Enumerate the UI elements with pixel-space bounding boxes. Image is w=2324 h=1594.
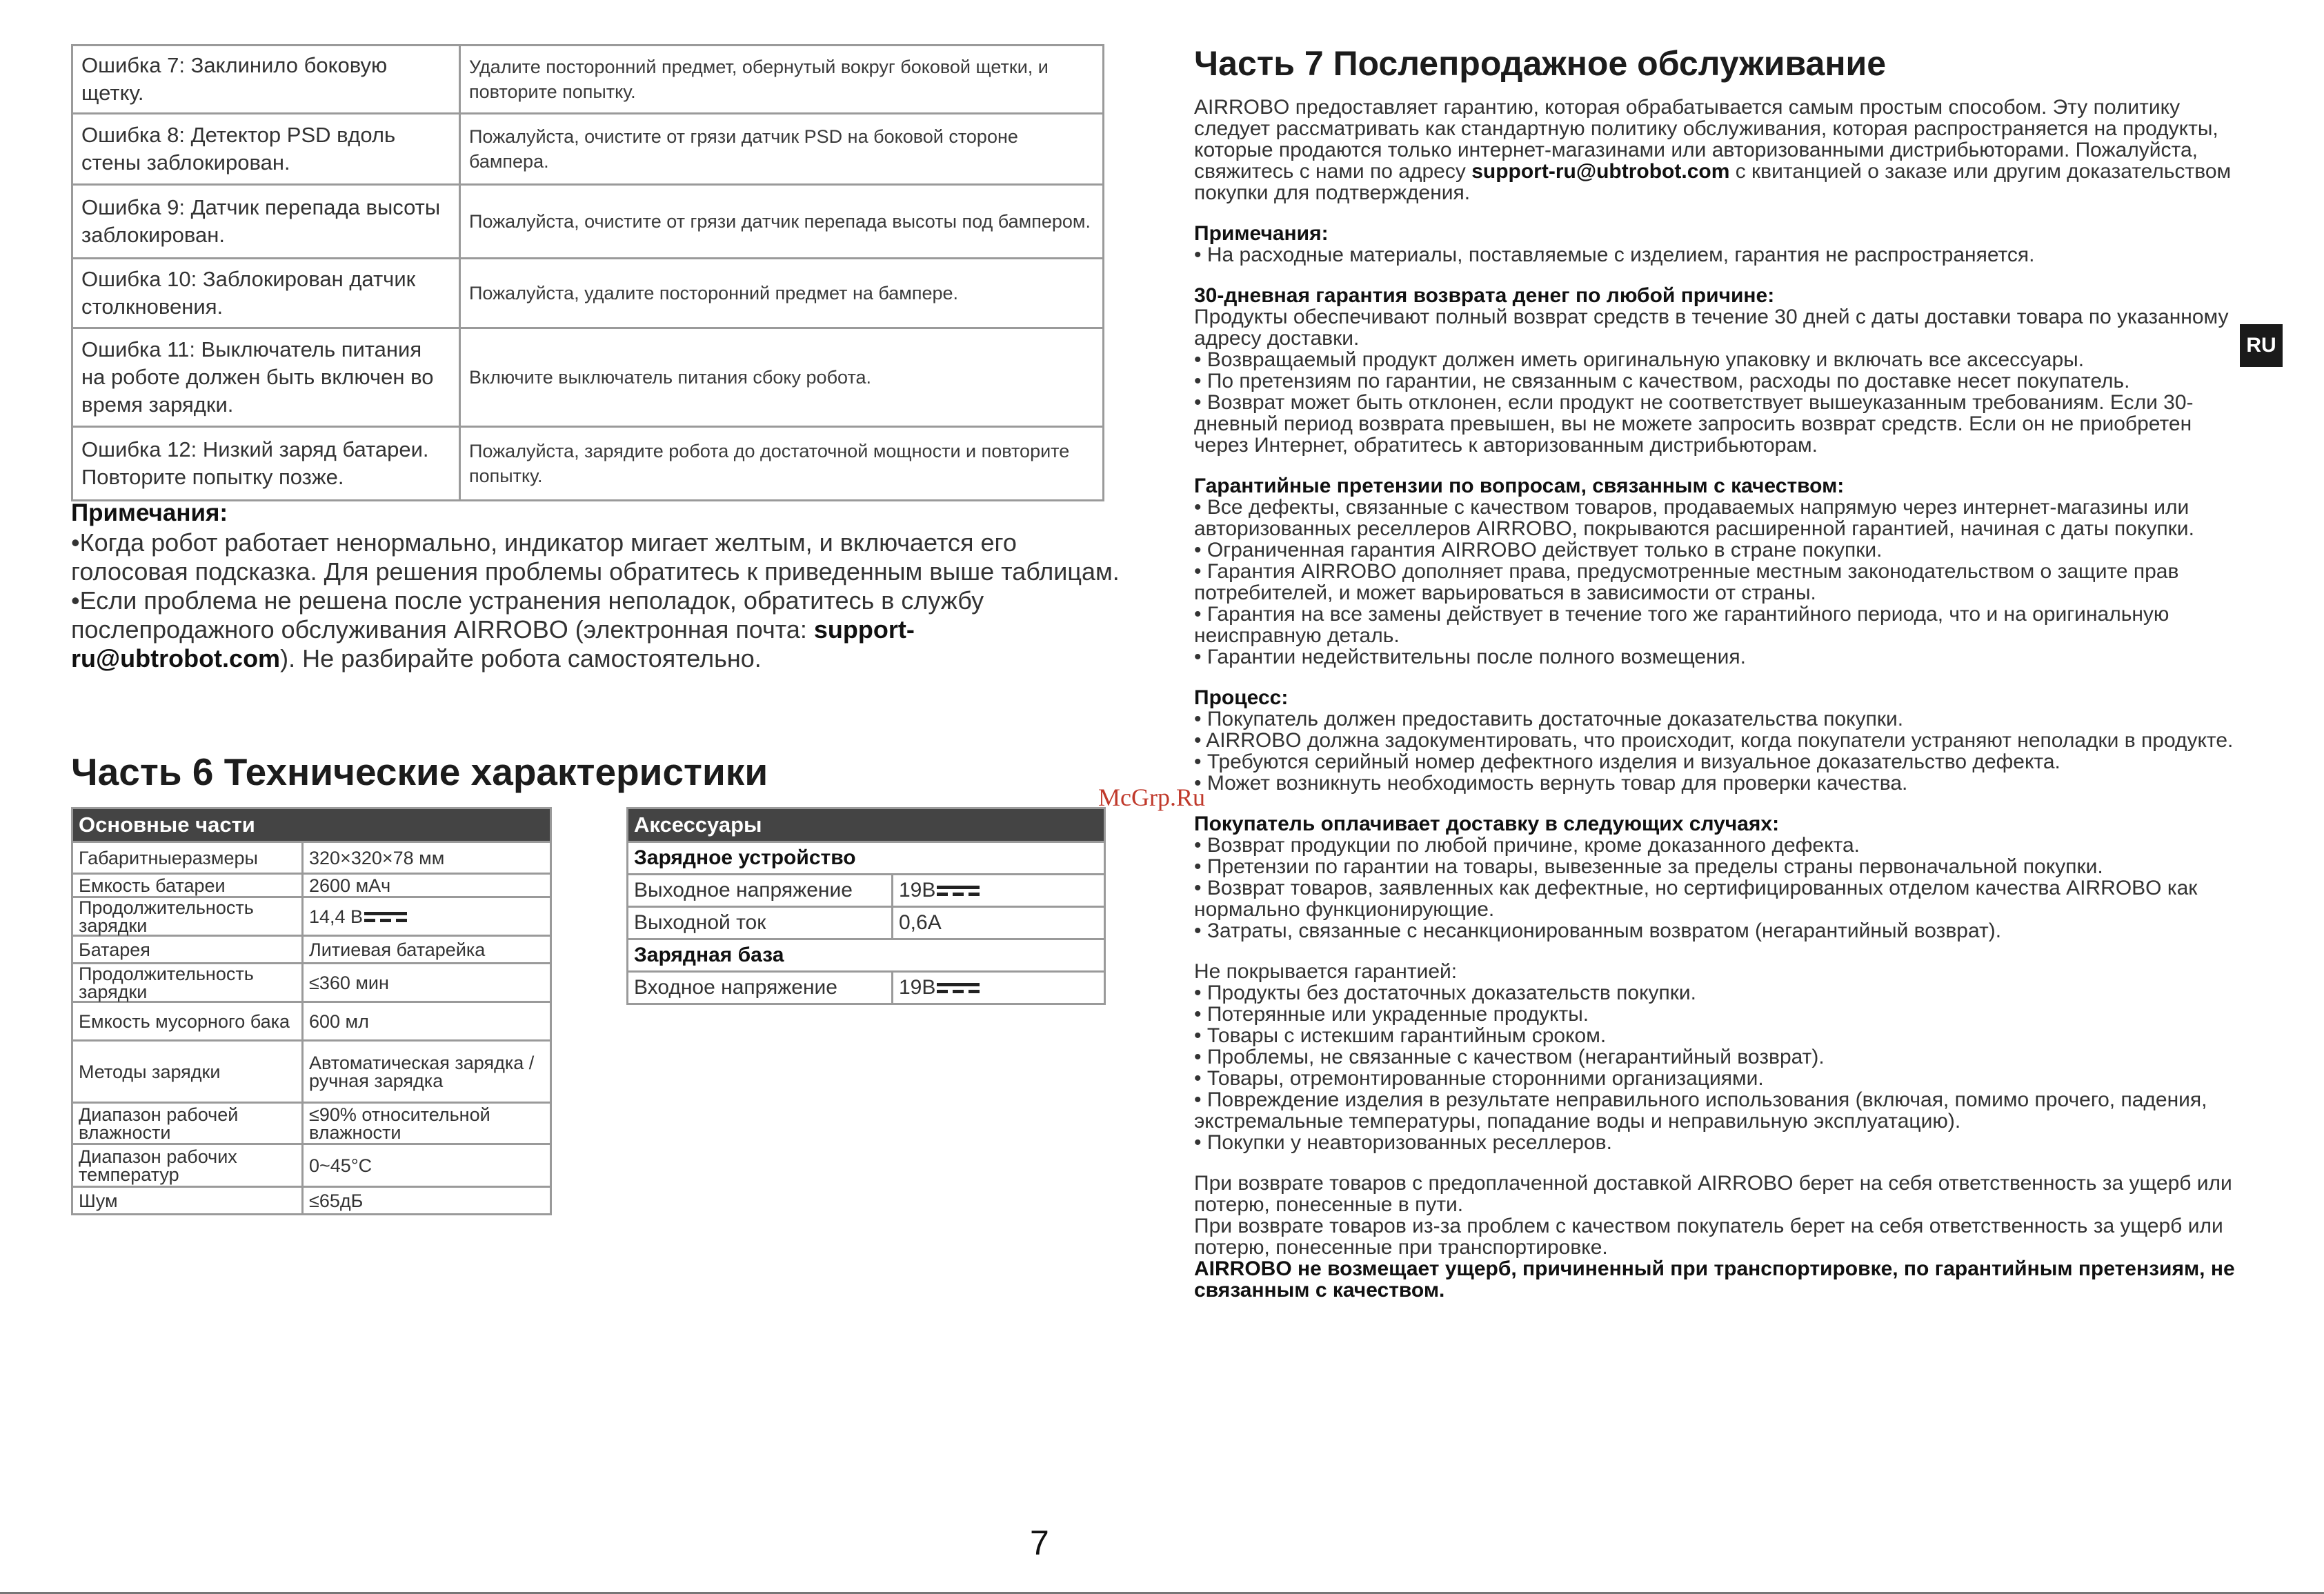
notes-heading: Примечания:: [1194, 222, 1329, 245]
final-paragraph: При возврате товаров из-за проблем с качеством покупатель берет на себя ответственность за ущерб или потерю, понесенные при транспортировке.: [1194, 1215, 2223, 1259]
table-row: [72, 1041, 551, 1103]
list-item: • Потерянные или украденные продукты.: [1194, 1003, 1589, 1026]
spec-value: 0,6А: [893, 907, 1105, 939]
list-item: • Повреждение изделия в результате неправильного использования (включая, помимо прочего, падения, экстремальные температуры, попадание воды и неправильную эксплуатацию).: [1194, 1088, 2207, 1133]
language-badge: RU: [2240, 324, 2283, 367]
accessories-table: [626, 807, 1106, 1005]
section-heading: Покупатель оплачивает доставку в следующих случаях:: [1194, 813, 1780, 835]
list-item: • Товары с истекшим гарантийным сроком.: [1194, 1024, 1607, 1047]
table-row: [72, 328, 1104, 427]
spec-value: [893, 972, 1105, 1004]
part6-title: Часть 6 Технические характеристики: [71, 750, 768, 793]
error-solution: Пожалуйста, очистите от грязи датчик PSD на боковой стороне бампера.: [460, 114, 1104, 185]
spec-value: ≤65дБ: [303, 1187, 551, 1215]
section-heading: Гарантийные претензии по вопросам, связанным с качеством:: [1194, 475, 1845, 497]
list-item: • Гарантии недействительны после полного возмещения.: [1194, 646, 1747, 668]
list-item: • Возвращаемый продукт должен иметь оригинальную упаковку и включать все аксессуары.: [1194, 348, 2085, 371]
note-item: •Когда робот работает ненормально, индикатор мигает желтым, и включается его голосовая подсказка. Для решения проблемы обратитесь к приведенным выше таблицам.: [71, 528, 1120, 586]
spec-key: Диапазон рабочей влажности: [72, 1103, 303, 1144]
table-row: [72, 936, 551, 964]
list-item: Продукты обеспечивают полный возврат средств в течение 30 дней с даты доставки товара по указанному адресу доставки.: [1194, 306, 2229, 350]
intro-text: с квитанцией о заказе или другим доказательством покупки для подтверждения.: [1194, 160, 2232, 204]
note-item: [71, 586, 1120, 673]
list-item: • Гарантия AIRROBO дополняет права, предусмотренные местным законодательством о защите прав потребителей, и может варьироваться в зависимости от страны.: [1194, 560, 2179, 604]
list-item: • Возврат товаров, заявленных как дефектные, но сертифицированных отделом качества AIRROBO как нормально функционирующие.: [1194, 877, 2198, 921]
table-row: [72, 874, 551, 897]
spec-value: Литиевая батарейка: [303, 936, 551, 964]
spec-value: 2600 мАч: [303, 874, 551, 897]
table-row: [72, 46, 1104, 114]
spec-key: Входное напряжение: [628, 972, 893, 1004]
notes-heading: Примечания:: [71, 499, 228, 526]
table-row: [72, 842, 551, 874]
list-item: • Товары, отремонтированные сторонними организациями.: [1194, 1067, 1764, 1090]
error-solution: Пожалуйста, удалите посторонний предмет на бампере.: [460, 259, 1104, 328]
spec-value: Автоматическая зарядка / ручная зарядка: [303, 1041, 551, 1103]
spec-value: ≤360 мин: [303, 964, 551, 1002]
list-item: • Ограниченная гарантия AIRROBO действует только в стране покупки.: [1194, 539, 1883, 561]
error-problem: Ошибка 8: Детектор PSD вдоль стены заблокирован.: [72, 114, 460, 185]
table-row: [72, 1002, 551, 1041]
spec-key: Батарея: [72, 936, 303, 964]
spec-value: [893, 875, 1105, 907]
spec-key: Диапазон рабочих температур: [72, 1144, 303, 1187]
note-text: ). Не разбирайте робота самостоятельно.: [280, 644, 762, 673]
table-row: [628, 972, 1105, 1004]
list-item: • Все дефекты, связанные с качеством товаров, продаваемых напрямую через интернет-магазины или авторизованных реселлеров AIRROBO, покрываются расширенной гарантией, начиная с даты покупки.: [1194, 496, 2194, 540]
list-item: • На расходные материалы, поставляемые с изделием, гарантия не распространяется.: [1194, 243, 2035, 266]
spec-value-text: 19В: [899, 976, 936, 999]
part7-title: Часть 7 Послепродажное обслуживание: [1194, 44, 1887, 83]
notes-left: [71, 498, 1120, 673]
list-item: • Проблемы, не связанные с качеством (негарантийный возврат).: [1194, 1046, 1825, 1068]
part7-body: [1194, 97, 2249, 1301]
spec-value: 0~45°C: [303, 1144, 551, 1187]
table-row: [72, 897, 551, 936]
list-item: • Возврат может быть отклонен, если продукт не соответствует вышеуказанным требованиям. Если 30-дневный период возврата превышен, вы не можете запросить возврат средств. Если он не приобретен через Интернет, обратитесь к авторизованным дистрибьюторам.: [1194, 391, 2194, 457]
dc-symbol-icon: [937, 982, 980, 995]
final-paragraph: При возврате товаров с предоплаченной доставкой AIRROBO берет на себя ответственность за ущерб или потерю, понесенные в пути.: [1194, 1172, 2232, 1216]
list-item: • По претензиям по гарантии, не связанным с качеством, расходы по доставке несет покупатель.: [1194, 370, 2130, 392]
watermark: McGrp.Ru: [1098, 784, 1205, 811]
error-problem: Ошибка 7: Заклинило боковую щетку.: [72, 46, 460, 114]
section-heading: Не покрывается гарантией:: [1194, 960, 1458, 983]
spec-key: Методы зарядки: [72, 1041, 303, 1103]
support-email[interactable]: support-ru@ubtrobot.com: [1471, 160, 1730, 183]
error-solution: Включите выключатель питания сбоку робота.: [460, 328, 1104, 427]
note-text: •Если проблема не решена после устранения неполадок, обратитесь в службу послепродажного обслуживания AIRROBO (электронная почта:: [71, 586, 984, 644]
error-problem: Ошибка 12: Низкий заряд батареи. Повторите попытку позже.: [72, 427, 460, 501]
spec-key: Выходной ток: [628, 907, 893, 939]
error-problem: Ошибка 9: Датчик перепада высоты заблокирован.: [72, 185, 460, 259]
spec-key: Выходное напряжение: [628, 875, 893, 907]
section-heading: 30-дневная гарантия возврата денег по любой причине:: [1194, 284, 1775, 307]
table-row: [628, 939, 1105, 972]
spec-key: Шум: [72, 1187, 303, 1215]
base-label: Зарядная база: [628, 939, 1105, 972]
table-row: [628, 842, 1105, 875]
dc-symbol-icon: [937, 884, 980, 898]
support-email[interactable]: support-ru@ubtrobot.com: [71, 615, 915, 673]
list-item: • Претензии по гарантии на товары, вывезенные за пределы страны первоначальной покупки.: [1194, 855, 2103, 878]
main-parts-table: [71, 807, 552, 1215]
section-heading: Процесс:: [1194, 686, 1289, 709]
spec-key: Продолжительность зарядки: [72, 897, 303, 936]
spec-value: [303, 897, 551, 936]
list-item: • Покупатель должен предоставить достаточные доказательства покупки.: [1194, 708, 1904, 730]
intro-text: AIRROBO предоставляет гарантию, которая обрабатывается самым простым способом. Эту политику следует рассматривать как стандартную политику обслуживания, которая распространяется на продукты, которые продаются только интернет-магазинами или авторизованными дистрибьюторами. Пожалуйста, свяжитесь с нами по адресу: [1194, 96, 2218, 183]
list-item: • Гарантия на все замены действует в течение того же гарантийного периода, что и на оригинальную неисправную деталь.: [1194, 603, 2169, 647]
table-row: [72, 1187, 551, 1215]
table-row: [72, 259, 1104, 328]
table-row: [628, 907, 1105, 939]
table-row: [72, 427, 1104, 501]
spec-key: Емкость мусорного бака: [72, 1002, 303, 1041]
table-row: [72, 1103, 551, 1144]
spec-value: 600 мл: [303, 1002, 551, 1041]
spec-key: Емкость батареи: [72, 874, 303, 897]
table-row: [72, 1144, 551, 1187]
list-item: • AIRROBO должна задокументировать, что происходит, когда покупатели устраняют неполадки в продукте.: [1194, 729, 2234, 752]
error-problem: Ошибка 10: Заблокирован датчик столкновения.: [72, 259, 460, 328]
list-item: • Требуются серийный номер дефектного изделия и визуальное доказательство дефекта.: [1194, 750, 2060, 773]
page-number: 7: [1030, 1524, 1049, 1562]
charger-label: Зарядное устройство: [628, 842, 1105, 875]
list-item: • Продукты без достаточных доказательств покупки.: [1194, 982, 1697, 1004]
error-solution: Пожалуйста, зарядите робота до достаточной мощности и повторите попытку.: [460, 427, 1104, 501]
table-row: [72, 114, 1104, 185]
error-table: [71, 44, 1104, 501]
error-solution: Пожалуйста, очистите от грязи датчик перепада высоты под бампером.: [460, 185, 1104, 259]
spec-value-text: 14,4 В: [309, 906, 364, 927]
table-row: [628, 875, 1105, 907]
spec-value-text: 19В: [899, 879, 936, 901]
spec-value: ≤90% относительной влажности: [303, 1103, 551, 1144]
list-item: • Может возникнуть необходимость вернуть товар для проверки качества.: [1194, 772, 1908, 795]
list-item: • Покупки у неавторизованных реселлеров.: [1194, 1131, 1612, 1154]
table-row: [72, 964, 551, 1002]
error-solution: Удалите посторонний предмет, обернутый вокруг боковой щетки, и повторите попытку.: [460, 46, 1104, 114]
intro-paragraph: [1194, 97, 2249, 203]
accessories-header: Аксессуары: [628, 808, 1105, 842]
table-row: [72, 185, 1104, 259]
final-bold-paragraph: AIRROBO не возмещает ущерб, причиненный при транспортировке, по гарантийным претензиям, не связанным с качеством.: [1194, 1257, 2235, 1302]
dc-symbol-icon: [364, 910, 407, 924]
spec-value: 320×320×78 мм: [303, 842, 551, 874]
error-problem: Ошибка 11: Выключатель питания на роботе должен быть включен во время зарядки.: [72, 328, 460, 427]
spec-key: Габаритныеразмеры: [72, 842, 303, 874]
spec-key: Продолжительность зарядки: [72, 964, 303, 1002]
list-item: • Возврат продукции по любой причине, кроме доказанного дефекта.: [1194, 834, 1860, 857]
main-parts-header: Основные части: [72, 808, 551, 842]
list-item: • Затраты, связанные с несанкционированным возвратом (негарантийный возврат).: [1194, 919, 2002, 942]
